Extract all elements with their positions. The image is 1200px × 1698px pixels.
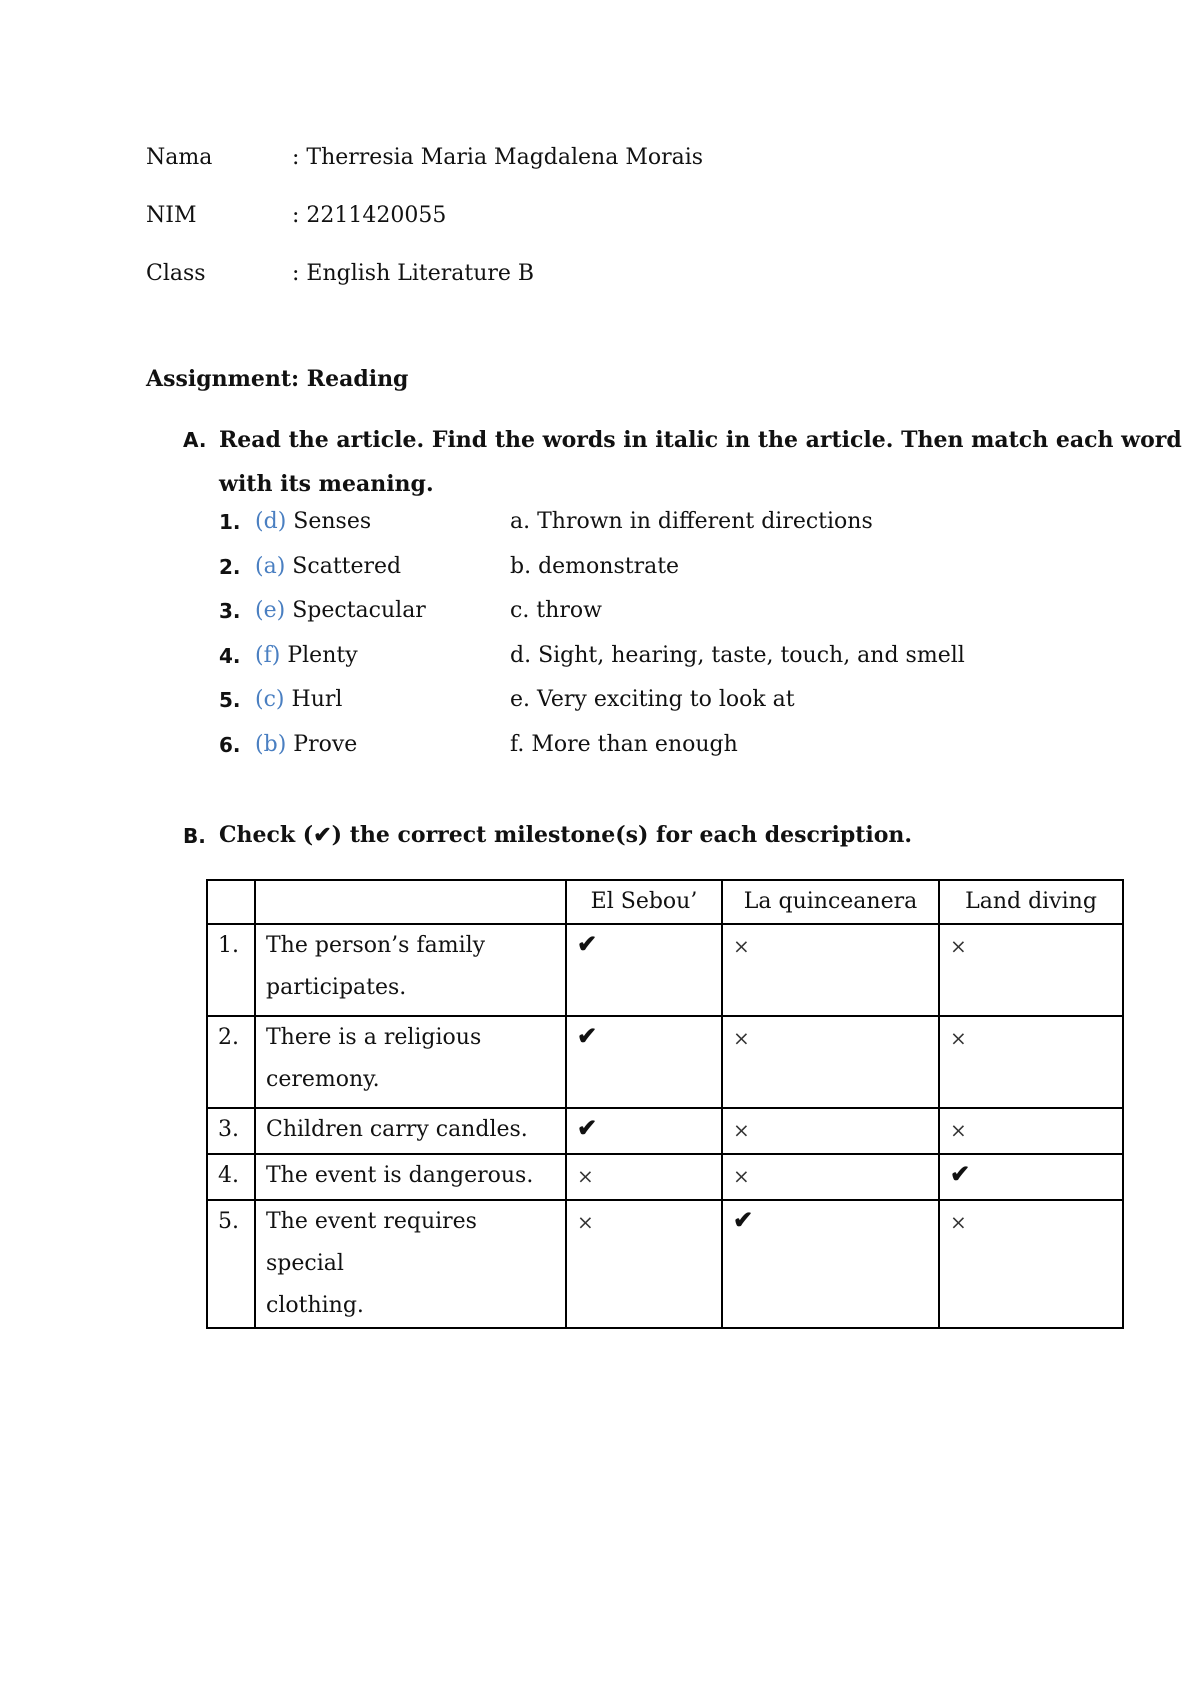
match-item-answer [255, 643, 358, 668]
match-item-answer [255, 687, 342, 712]
info-row-nim [146, 203, 846, 233]
match-word: Plenty [280, 642, 358, 668]
column-header: El Sebou’ [566, 880, 722, 924]
answer-close-paren: ) [275, 687, 285, 712]
milestone-cell [566, 1016, 722, 1108]
description-line: The person’s family [266, 933, 486, 958]
match-item-number: 6. [219, 732, 241, 757]
section-a-instruction [219, 418, 1182, 506]
description-line: The event is dangerous. [266, 1163, 534, 1188]
match-item-answer [255, 732, 357, 757]
match-item [219, 643, 979, 677]
description-line: The event requires special [266, 1209, 477, 1276]
milestone-cell [939, 1200, 1123, 1328]
row-description [255, 1200, 566, 1328]
match-definition: b. demonstrate [510, 553, 680, 579]
milestone-cell [722, 1200, 939, 1328]
answer-open-paren: ( [255, 553, 264, 579]
milestone-cell [722, 1016, 939, 1108]
milestone-cell [566, 1108, 722, 1154]
cross-mark-icon: × [577, 1164, 594, 1188]
match-item-number: 1. [219, 510, 241, 534]
assignment-heading: Assignment: Reading [146, 366, 409, 392]
match-definition: f. More than enough [510, 731, 738, 757]
answer-open-paren: ( [255, 509, 264, 534]
match-definition: e. Very exciting to look at [510, 687, 795, 712]
match-item [219, 687, 979, 721]
match-item [219, 732, 979, 766]
cross-mark-icon: × [950, 934, 967, 958]
cross-mark-icon: × [950, 1118, 967, 1142]
row-description [255, 1154, 566, 1200]
column-header [207, 880, 255, 924]
match-item [219, 598, 979, 632]
description-line: ceremony. [266, 1067, 380, 1092]
match-word: Prove [286, 731, 358, 757]
match-definition: a. Thrown in different directions [510, 509, 873, 534]
match-item [219, 509, 979, 543]
info-label: Nama [146, 145, 213, 170]
milestone-cell [939, 924, 1123, 1016]
check-mark-icon: ✔ [577, 929, 598, 958]
info-value: : 2211420055 [292, 203, 447, 228]
answer-close-paren: ) [277, 731, 287, 757]
info-row-class [146, 261, 846, 291]
row-number: 3. [207, 1108, 255, 1154]
description-line: participates. [266, 975, 407, 1000]
milestone-cell [939, 1108, 1123, 1154]
match-item-answer [255, 598, 426, 623]
answer-open-paren: ( [255, 598, 264, 623]
cross-mark-icon: × [733, 1164, 750, 1188]
info-value: : English Literature B [292, 261, 535, 286]
answer-letter: b [263, 731, 278, 757]
answer-open-paren: ( [255, 687, 264, 712]
cross-mark-icon: × [733, 934, 750, 958]
section-a-instruction-line2: with its meaning. [219, 471, 434, 497]
milestone-cell [566, 924, 722, 1016]
milestones-table [206, 879, 1124, 1329]
answer-open-paren: ( [255, 731, 264, 757]
cross-mark-icon: × [733, 1026, 750, 1050]
milestone-cell [722, 924, 939, 1016]
answer-close-paren: ) [271, 642, 281, 668]
answer-open-paren: ( [255, 642, 264, 668]
match-word: Spectacular [285, 598, 426, 623]
milestone-cell [939, 1154, 1123, 1200]
check-mark-icon: ✔ [577, 1113, 598, 1142]
section-b-marker: B. [183, 824, 206, 848]
milestone-cell [566, 1200, 722, 1328]
milestone-cell [566, 1154, 722, 1200]
table-header-row [207, 880, 1123, 924]
match-item-number: 3. [219, 599, 241, 623]
cross-mark-icon: × [577, 1210, 594, 1234]
answer-letter: c [263, 687, 276, 712]
answer-letter: d [263, 509, 278, 534]
match-item-number: 5. [219, 688, 241, 712]
column-header [255, 880, 566, 924]
match-definition: c. throw [510, 598, 602, 623]
section-b-instruction: Check (✔) the correct milestone(s) for each description. [219, 822, 913, 848]
description-line: clothing. [266, 1293, 364, 1318]
info-value: : Therresia Maria Magdalena Morais [292, 145, 704, 170]
milestone-cell [722, 1154, 939, 1200]
section-a-instruction-line1: Read the article. Find the words in italic in the article. Then match each word [219, 427, 1182, 453]
answer-close-paren: ) [276, 553, 286, 579]
check-mark-icon: ✔ [577, 1021, 598, 1050]
match-item-answer [255, 554, 401, 579]
milestone-cell [722, 1108, 939, 1154]
section-a-marker: A. [183, 428, 207, 452]
answer-letter: a [263, 553, 277, 579]
row-number: 1. [207, 924, 255, 1016]
table-row [207, 924, 1123, 1016]
table-row [207, 1154, 1123, 1200]
cross-mark-icon: × [733, 1118, 750, 1142]
answer-close-paren: ) [276, 598, 286, 623]
match-definition: d. Sight, hearing, taste, touch, and smell [510, 642, 965, 668]
match-item-number: 4. [219, 643, 241, 668]
info-label: NIM [146, 203, 197, 228]
answer-letter: e [263, 598, 277, 623]
cross-mark-icon: × [950, 1026, 967, 1050]
row-description [255, 924, 566, 1016]
check-mark-icon: ✔ [733, 1205, 754, 1234]
description-line: Children carry candles. [266, 1117, 528, 1142]
check-mark-icon: ✔ [950, 1159, 971, 1188]
match-item [219, 554, 979, 588]
info-label: Class [146, 261, 206, 286]
milestone-cell [939, 1016, 1123, 1108]
column-header: Land diving [939, 880, 1123, 924]
row-number: 4. [207, 1154, 255, 1200]
table-row [207, 1108, 1123, 1154]
row-number: 5. [207, 1200, 255, 1328]
match-item-answer [255, 509, 371, 534]
row-description [255, 1108, 566, 1154]
cross-mark-icon: × [950, 1210, 967, 1234]
info-row-nama [146, 145, 846, 175]
answer-letter: f [263, 642, 272, 668]
row-number: 2. [207, 1016, 255, 1108]
row-description [255, 1016, 566, 1108]
match-word: Hurl [284, 687, 343, 712]
match-item-number: 2. [219, 554, 241, 579]
table-row [207, 1200, 1123, 1328]
column-header: La quinceanera [722, 880, 939, 924]
answer-close-paren: ) [277, 509, 287, 534]
match-word: Senses [286, 509, 372, 534]
description-line: There is a religious [266, 1025, 482, 1050]
table-row [207, 1016, 1123, 1108]
match-word: Scattered [285, 553, 402, 579]
